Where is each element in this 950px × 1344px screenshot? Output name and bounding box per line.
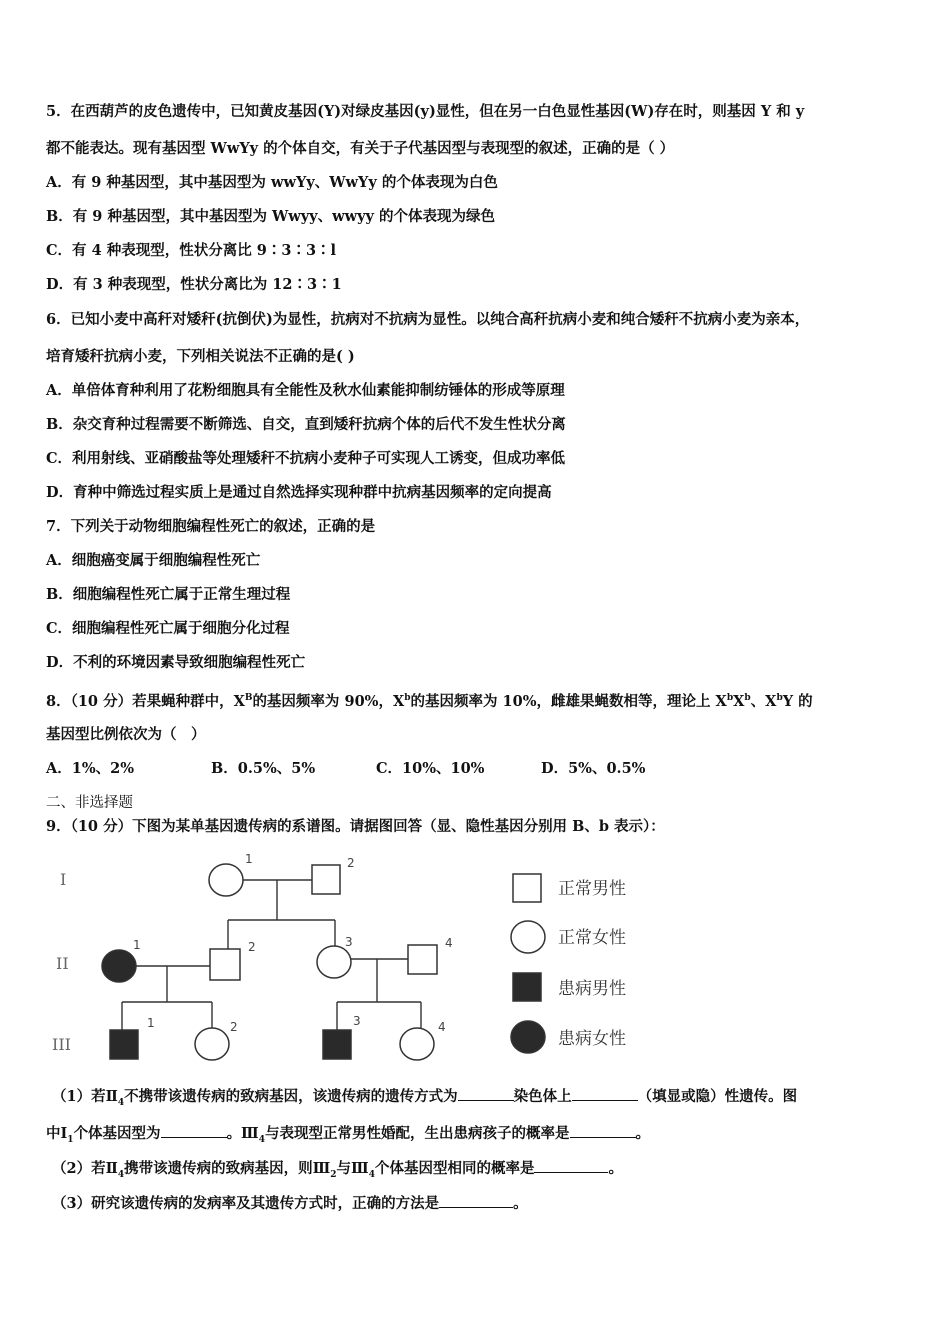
q7-option-c: C．细胞编程性死亡属于细胞分化过程 — [46, 620, 290, 637]
num-III-2: 2 — [230, 1020, 238, 1034]
legend-affected-male: 患病男性 — [558, 979, 626, 999]
q9-blank-2[interactable] — [572, 1086, 638, 1101]
gen-label-III: III — [52, 1035, 71, 1054]
num-III-1: 1 — [147, 1016, 155, 1030]
q9-stem: 9．（10 分）下图为某单基因遗传病的系谱图。请据图回答（显、隐性基因分别用 B、b 表示）： — [46, 818, 665, 835]
num-I-1: 1 — [245, 852, 253, 866]
q9-blank-6[interactable] — [439, 1193, 513, 1208]
q6-option-c: C．利用射线、亚硝酸盐等处理矮秆不抗病小麦种子可实现人工诱变，但成功率低 — [46, 450, 566, 467]
q6-option-b: B．杂交育种过程需要不断筛选、自交，直到矮秆抗病个体的后代不发生性状分离 — [46, 416, 566, 433]
legend-affected-male-symbol — [513, 973, 541, 1001]
pedigree-chart — [40, 845, 680, 1070]
q7-option-d: D．不利的环境因素导致细胞编程性死亡 — [46, 654, 306, 671]
legend-normal-female: 正常女性 — [558, 928, 626, 948]
q8-stem-line1: 8．（10 分）若果蝇种群中，$X^B$的基因频率为 90%，$X^b$的基因频率为 10%，雌雄果蝇数相等，理论上 $X^bX^b$、$X^bY$ 的 — [46, 692, 813, 710]
num-II-4: 4 — [445, 936, 453, 950]
q8-stem-line2: 基因型比例依次为（ ） — [46, 726, 206, 743]
gen-label-II: II — [56, 954, 69, 973]
gen-label-I: I — [60, 870, 67, 889]
III-4-normal-female — [400, 1028, 434, 1060]
num-II-3: 3 — [345, 935, 353, 949]
II-4-normal-male — [408, 945, 437, 974]
q5-stem-line2: 都不能表达。现有基因型 WwYy 的个体自交，有关于子代基因型与表现型的叙述，正确的是（ ） — [46, 140, 675, 157]
II-1-affected-female — [102, 950, 136, 982]
legend-normal-male: 正常男性 — [558, 879, 626, 899]
num-I-2: 2 — [347, 856, 355, 870]
q6-stem-line1: 6．已知小麦中高秆对矮秆(抗倒伏)为显性，抗病对不抗病为显性。以纯合高秆抗病小麦和纯合矮秆不抗病小麦为亲本， — [46, 311, 810, 328]
section-title: 二、非选择题 — [46, 795, 133, 811]
q5-option-a: A．有 9 种基因型，其中基因型为 wwYy、WwYy 的个体表现为白色 — [46, 174, 498, 191]
q7-option-b: B．细胞编程性死亡属于正常生理过程 — [46, 586, 291, 603]
q6-option-a: A．单倍体育种利用了花粉细胞具有全能性及秋水仙素能抑制纺锤体的形成等原理 — [46, 382, 565, 399]
q9-sub3: （3）研究该遗传病的发病率及其遗传方式时，正确的方法是 。 — [52, 1195, 528, 1212]
q7-option-a: A．细胞癌变属于细胞编程性死亡 — [46, 552, 261, 569]
I-1-normal-female — [209, 864, 243, 896]
legend-affected-female-symbol — [511, 1021, 545, 1053]
legend-normal-male-symbol — [513, 874, 541, 902]
q9-sub1-line2: 中$Ⅰ_1$个体基因型为 。$Ⅲ_4$与表现型正常男性婚配，生出患病孩子的概率是 。 — [46, 1125, 650, 1145]
III-3-affected-male — [323, 1030, 351, 1059]
q5-stem-line1: 5．在西葫芦的皮色遗传中，已知黄皮基因(Y)对绿皮基因(y)显性，但在另一白色显性基因(W)存在时，则基因 Y 和 y — [46, 103, 805, 120]
num-III-4: 4 — [438, 1020, 446, 1034]
III-2-normal-female — [195, 1028, 229, 1060]
q5-option-b: B．有 9 种基因型，其中基因型为 Wwyy、wwyy 的个体表现为绿色 — [46, 208, 495, 225]
III-1-affected-male — [110, 1030, 138, 1059]
num-III-3: 3 — [353, 1014, 361, 1028]
I-2-normal-male — [312, 865, 340, 894]
q9-sub1-line1: （1）若$Ⅱ_4$不携带该遗传病的致病基因，该遗传病的遗传方式为 染色体上 （填显或隐）性遗传。图 — [52, 1088, 798, 1108]
q9-blank-4[interactable] — [570, 1123, 636, 1138]
q9-sub2: （2）若$Ⅱ_4$携带该遗传病的致病基因，则$Ⅲ_2$与$Ⅲ_4$个体基因型相同的概率是 。 — [52, 1160, 623, 1180]
q8-option-b: B．0.5%、5% — [211, 760, 316, 777]
q8-option-a: A．1%、2% — [46, 760, 134, 777]
q8-option-c: C．10%、10% — [376, 760, 485, 777]
q6-stem-line2: 培育矮秆抗病小麦，下列相关说法不正确的是( ) — [46, 348, 355, 365]
q9-blank-3[interactable] — [161, 1123, 227, 1138]
II-2-normal-male — [210, 949, 240, 980]
num-II-2: 2 — [248, 940, 256, 954]
q5-option-d: D．有 3 种表现型，性状分离比为 12∶3∶1 — [46, 276, 342, 293]
legend-affected-female: 患病女性 — [558, 1029, 626, 1049]
q7-stem: 7．下列关于动物细胞编程性死亡的叙述，正确的是 — [46, 518, 376, 535]
legend-normal-female-symbol — [511, 921, 545, 953]
q6-option-d: D．育种中筛选过程实质上是通过自然选择实现种群中抗病基因频率的定向提高 — [46, 484, 552, 501]
q8-option-d: D．5%、0.5% — [541, 760, 646, 777]
q5-option-c: C．有 4 种表现型，性状分离比 9∶3∶3∶l — [46, 242, 337, 259]
num-II-1: 1 — [133, 938, 141, 952]
q9-blank-5[interactable] — [534, 1158, 608, 1173]
II-3-normal-female — [317, 946, 351, 978]
q9-blank-1[interactable] — [458, 1086, 514, 1101]
